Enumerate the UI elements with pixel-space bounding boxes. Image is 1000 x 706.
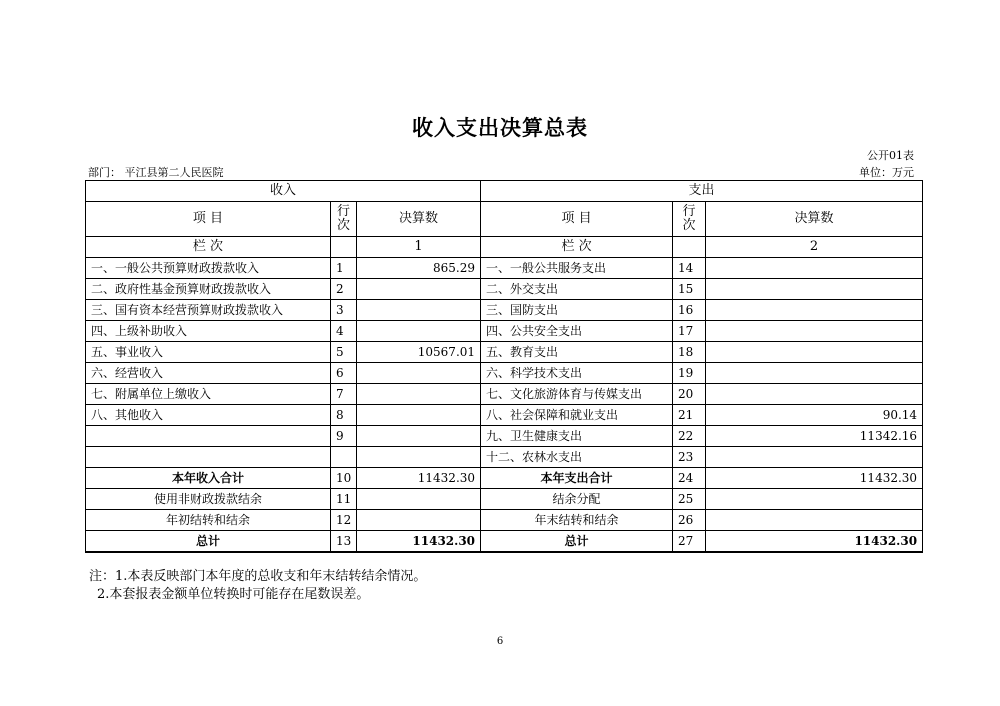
column-header-row: [86, 202, 923, 237]
income-row-no: 5: [331, 342, 357, 363]
expense-item: 三、国防支出: [481, 300, 673, 321]
table-row: [86, 258, 923, 279]
income-item: 一、一般公共预算财政拨款收入: [86, 258, 331, 279]
income-amount: [357, 447, 481, 468]
income-row-no: 8: [331, 405, 357, 426]
expense-amount: [706, 258, 923, 279]
table-row: [86, 405, 923, 426]
footnote-2: 2.本套报表金额单位转换时可能存在尾数误差。: [97, 587, 370, 602]
expense-row-no: 14: [673, 258, 706, 279]
expense-carry-label: 结余分配: [481, 489, 673, 510]
income-amount: [357, 279, 481, 300]
income-row-no: 4: [331, 321, 357, 342]
expense-column-rowno: [673, 237, 706, 258]
income-item: 四、上级补助收入: [86, 321, 331, 342]
carry-row: [86, 510, 923, 531]
expense-item: 四、公共安全支出: [481, 321, 673, 342]
expense-column-label: 栏 次: [481, 237, 673, 258]
income-carry-label: 使用非财政拨款结余: [86, 489, 331, 510]
income-amount: [357, 405, 481, 426]
expense-row-no: 23: [673, 447, 706, 468]
table-row: [86, 279, 923, 300]
income-amount: [357, 426, 481, 447]
expense-amount: [706, 363, 923, 384]
total-row: [86, 531, 923, 553]
expense-row-no: 20: [673, 384, 706, 405]
income-item: 五、事业收入: [86, 342, 331, 363]
income-amount: [357, 321, 481, 342]
expense-item: 七、文化旅游体育与传媒支出: [481, 384, 673, 405]
expense-item: 六、科学技术支出: [481, 363, 673, 384]
expense-carry-amount: [706, 489, 923, 510]
income-amount: [357, 363, 481, 384]
carry-row: [86, 489, 923, 510]
expense-amount: [706, 279, 923, 300]
department-label: 部门： 平江县第二人民医院: [88, 166, 224, 179]
expense-row-no: 21: [673, 405, 706, 426]
expense-amount-header: 决算数: [706, 202, 923, 237]
income-row-no: 10: [331, 468, 357, 489]
income-amount-header: 决算数: [357, 202, 481, 237]
expense-item: 五、教育支出: [481, 342, 673, 363]
expense-row-no: 27: [673, 531, 706, 553]
income-row-no: 2: [331, 279, 357, 300]
expense-item: 十二、农林水支出: [481, 447, 673, 468]
income-amount: 10567.01: [357, 342, 481, 363]
expense-row-no: 16: [673, 300, 706, 321]
unit-label: 单位：万元: [859, 166, 914, 179]
subtotal-row: [86, 468, 923, 489]
expense-carry-label: 年末结转和结余: [481, 510, 673, 531]
page-title: 收入支出决算总表: [412, 115, 588, 140]
expense-amount: 90.14: [706, 405, 923, 426]
expense-item: 八、社会保障和就业支出: [481, 405, 673, 426]
expense-row-no: 22: [673, 426, 706, 447]
table-row: [86, 426, 923, 447]
expense-amount: [706, 300, 923, 321]
expense-row-no: 19: [673, 363, 706, 384]
income-amount: [357, 300, 481, 321]
expense-row-no: 17: [673, 321, 706, 342]
income-carry-amount: [357, 489, 481, 510]
income-total-label: 总计: [86, 531, 331, 553]
income-expense-table: [85, 180, 923, 553]
income-item: 六、经营收入: [86, 363, 331, 384]
income-column-rowno: [331, 237, 357, 258]
expense-row-no: 26: [673, 510, 706, 531]
income-header: 收入: [86, 181, 481, 202]
column-number-row: [86, 237, 923, 258]
table-row: [86, 300, 923, 321]
expense-row-no: 25: [673, 489, 706, 510]
expense-rowno-header: 行次: [673, 202, 706, 237]
expense-amount: [706, 384, 923, 405]
expense-row-no: 24: [673, 468, 706, 489]
expense-item: 一、一般公共服务支出: [481, 258, 673, 279]
table-row: [86, 363, 923, 384]
income-amount: 865.29: [357, 258, 481, 279]
expense-amount: [706, 321, 923, 342]
income-row-no: 13: [331, 531, 357, 553]
expense-total-amount: 11432.30: [706, 531, 923, 553]
income-row-no: 1: [331, 258, 357, 279]
income-row-no: [331, 447, 357, 468]
expense-carry-amount: [706, 510, 923, 531]
expense-amount: 11342.16: [706, 426, 923, 447]
expense-header: 支出: [481, 181, 923, 202]
income-row-no: 6: [331, 363, 357, 384]
income-row-no: 9: [331, 426, 357, 447]
income-subtotal-amount: 11432.30: [357, 468, 481, 489]
table-row: [86, 384, 923, 405]
income-column-label: 栏 次: [86, 237, 331, 258]
table-row: [86, 342, 923, 363]
expense-item: 九、卫生健康支出: [481, 426, 673, 447]
expense-total-label: 总计: [481, 531, 673, 553]
table-row: [86, 321, 923, 342]
income-carry-label: 年初结转和结余: [86, 510, 331, 531]
expense-row-no: 18: [673, 342, 706, 363]
income-carry-amount: [357, 510, 481, 531]
income-row-no: 7: [331, 384, 357, 405]
income-item: 二、政府性基金预算财政拨款收入: [86, 279, 331, 300]
income-item: [86, 426, 331, 447]
income-item-header: 项 目: [86, 202, 331, 237]
page-number: 6: [496, 636, 504, 647]
table-header-row: [86, 181, 923, 202]
income-total-amount: 11432.30: [357, 531, 481, 553]
income-row-no: 11: [331, 489, 357, 510]
expense-item-header: 项 目: [481, 202, 673, 237]
income-item: 三、国有资本经营预算财政拨款收入: [86, 300, 331, 321]
income-column-number: 1: [357, 237, 481, 258]
expense-item: 二、外交支出: [481, 279, 673, 300]
income-item: 七、附属单位上缴收入: [86, 384, 331, 405]
income-row-no: 12: [331, 510, 357, 531]
footnote-1: 注：1.本表反映部门本年度的总收支和年末结转结余情况。: [89, 569, 427, 584]
income-rowno-header: 行次: [331, 202, 357, 237]
expense-subtotal-amount: 11432.30: [706, 468, 923, 489]
expense-amount: [706, 342, 923, 363]
income-item: [86, 447, 331, 468]
table-row: [86, 447, 923, 468]
expense-amount: [706, 447, 923, 468]
income-subtotal-label: 本年收入合计: [86, 468, 331, 489]
income-item: 八、其他收入: [86, 405, 331, 426]
form-number: 公开01表: [867, 149, 914, 162]
expense-subtotal-label: 本年支出合计: [481, 468, 673, 489]
income-row-no: 3: [331, 300, 357, 321]
income-amount: [357, 384, 481, 405]
expense-column-number: 2: [706, 237, 923, 258]
expense-row-no: 15: [673, 279, 706, 300]
